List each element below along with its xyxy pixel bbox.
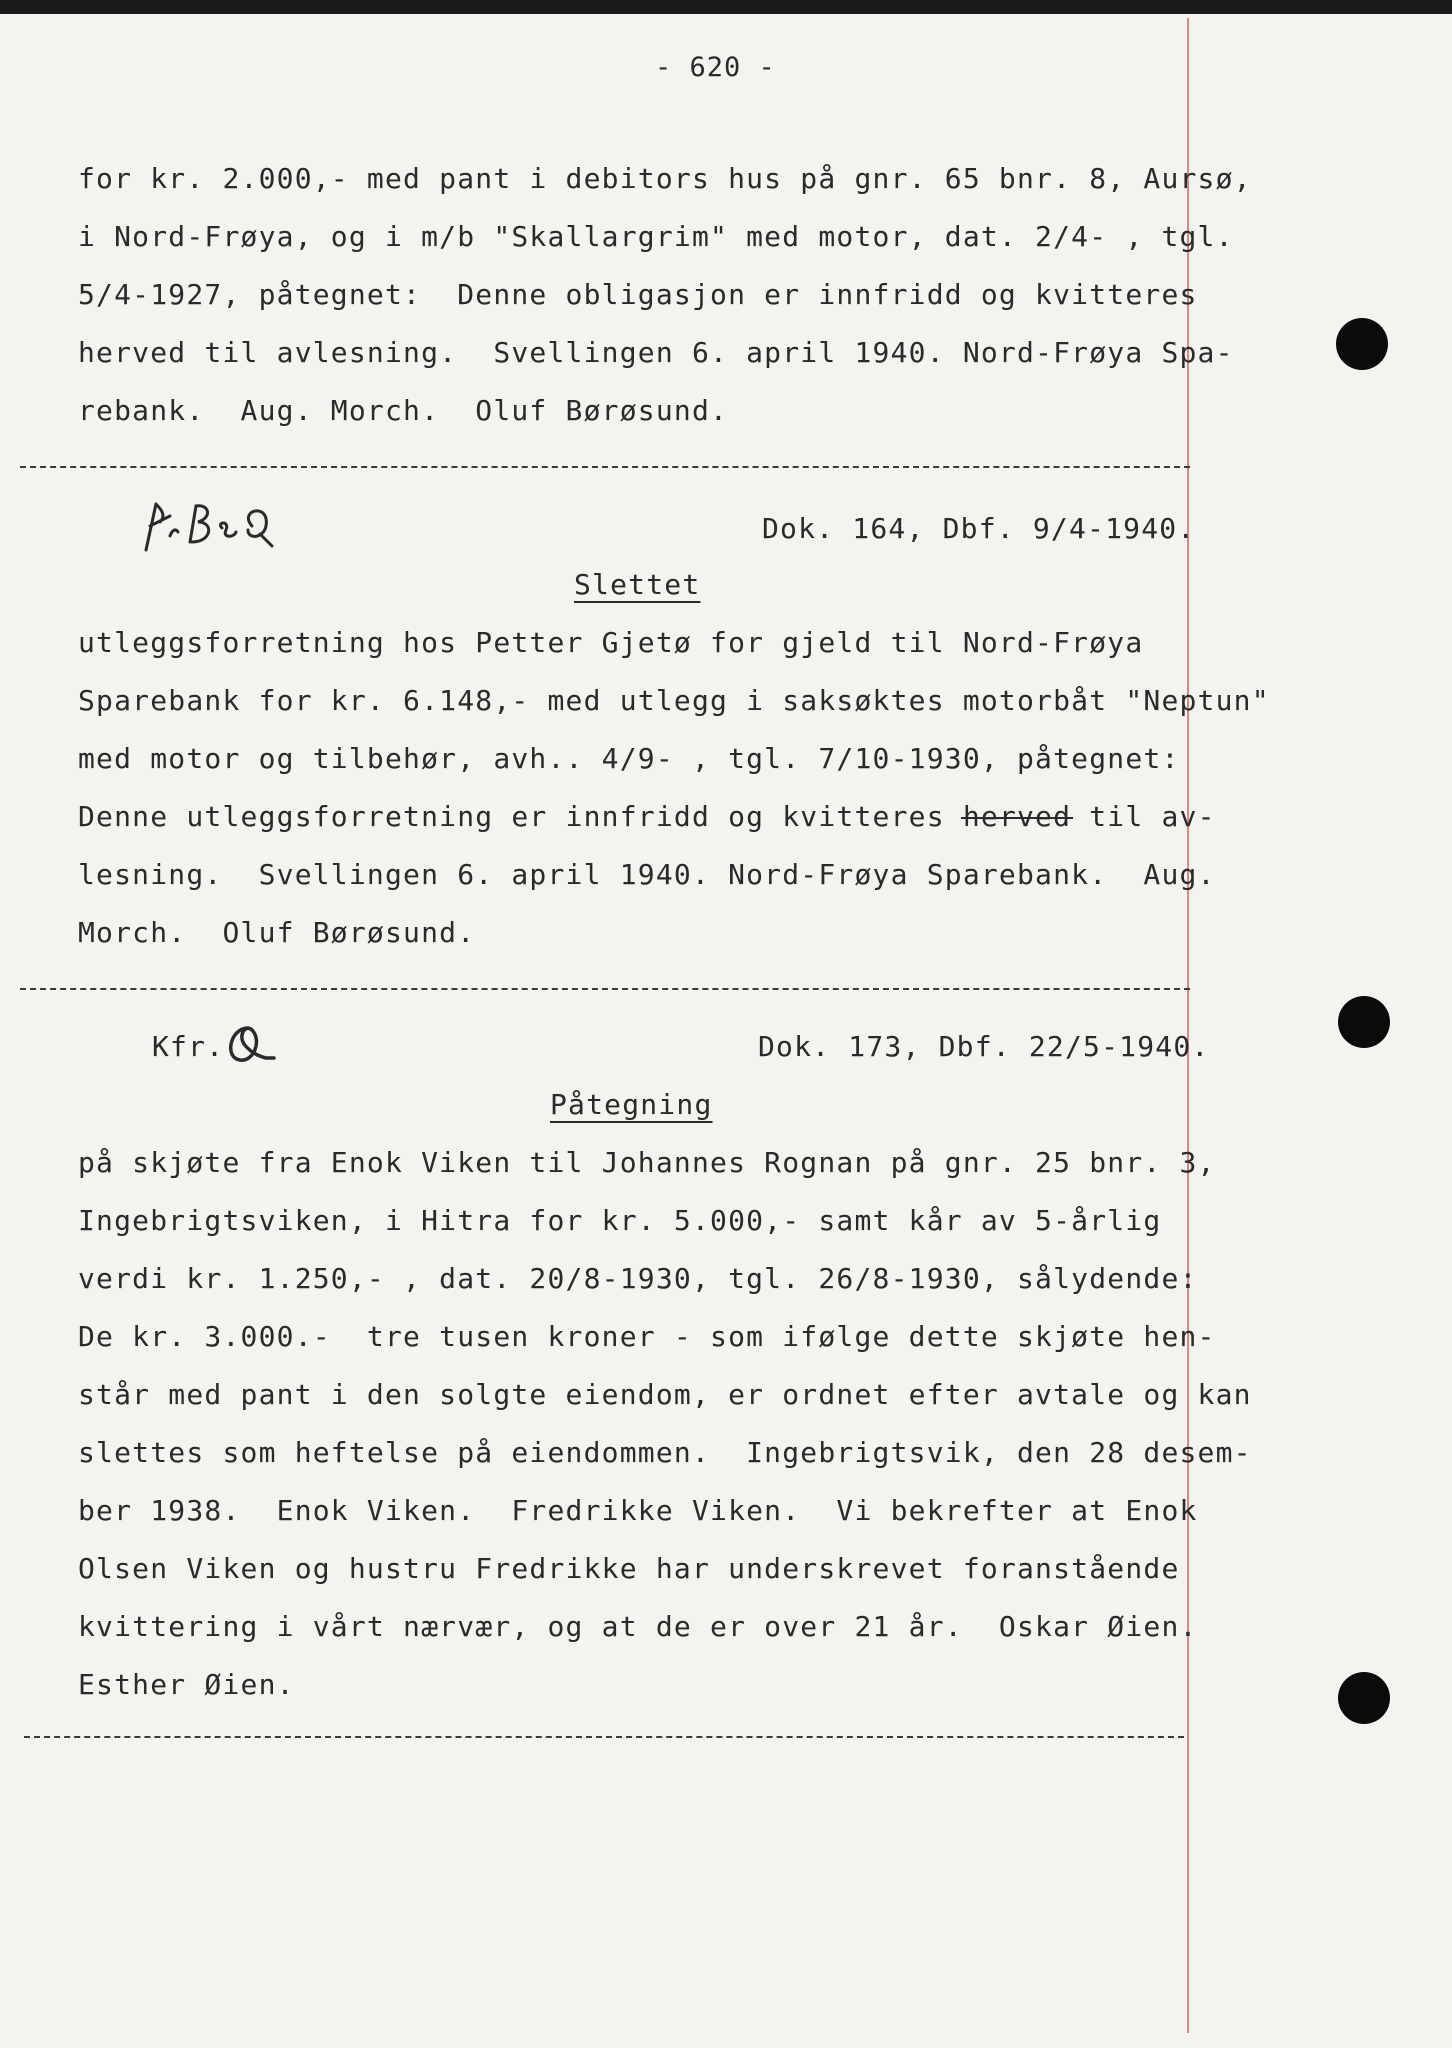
entry-1-line: i Nord-Frøya, og i m/b "Skallargrim" med motor, dat. 2/4- , tgl. [78, 220, 1234, 253]
struck-word: herved [962, 800, 1072, 833]
line-text: Denne utleggsforretning er innfridd og kvitteres [78, 800, 963, 833]
entry-1-line: for kr. 2.000,- med pant i debitors hus på gnr. 65 bnr. 8, Aursø, [78, 162, 1252, 195]
entry-2-line: Morch. Oluf Børøsund. [78, 916, 476, 949]
entry-3-line: kvittering i vårt nærvær, og at de er over 21 år. Oskar Øien. [78, 1610, 1198, 1643]
entry-3-line: Esther Øien. [78, 1668, 295, 1701]
entry-2-line [78, 800, 1216, 833]
entry-3-line: De kr. 3.000.- tre tusen kroner - som ifølge dette skjøte hen- [78, 1320, 1216, 1353]
scan-top-edge [0, 0, 1452, 14]
entry-1-line: herved til avlesning. Svellingen 6. april 1940. Nord-Frøya Spa- [78, 336, 1234, 369]
margin-note-label: Kfr. [152, 1030, 225, 1063]
punch-hole [1336, 318, 1388, 370]
entry-heading: Slettet [574, 568, 701, 601]
document-reference: Dok. 173, Dbf. 22/5-1940. [758, 1030, 1210, 1063]
entry-3-line: verdi kr. 1.250,- , dat. 20/8-1930, tgl. 26/8-1930, sålydende: [78, 1262, 1198, 1295]
entry-3-line: står med pant i den solgte eiendom, er ordnet efter avtale og kan [78, 1378, 1252, 1411]
entry-2-line: med motor og tilbehør, avh.. 4/9- , tgl. 7/10-1930, påtegnet: [78, 742, 1180, 775]
dashed-separator [20, 466, 1190, 468]
dashed-separator [20, 988, 1190, 990]
punch-hole [1338, 996, 1390, 1048]
document-reference: Dok. 164, Dbf. 9/4-1940. [762, 512, 1196, 545]
entry-3-line: Olsen Viken og hustru Fredrikke har underskrevet foranstående [78, 1552, 1180, 1585]
line-text: til av- [1071, 800, 1216, 833]
punch-hole [1338, 1672, 1390, 1724]
entry-heading: Påtegning [550, 1088, 713, 1121]
entry-1-line: rebank. Aug. Morch. Oluf Børøsund. [78, 394, 729, 427]
page-number: - 620 - [655, 52, 776, 83]
entry-3-line: slettes som heftelse på eiendommen. Ingebrigtsvik, den 28 desem- [78, 1436, 1252, 1469]
handwritten-initial [218, 1020, 278, 1068]
entry-2-line: Sparebank for kr. 6.148,- med utlegg i saksøktes motorbåt "Neptun" [78, 684, 1270, 717]
entry-3-line: på skjøte fra Enok Viken til Johannes Rognan på gnr. 25 bnr. 3, [78, 1146, 1216, 1179]
entry-1-line: 5/4-1927, påtegnet: Denne obligasjon er innfridd og kvitteres [78, 278, 1198, 311]
entry-3-line: Ingebrigtsviken, i Hitra for kr. 5.000,- samt kår av 5-årlig [78, 1204, 1162, 1237]
dashed-separator [24, 1736, 1184, 1738]
handwritten-margin-note [140, 492, 280, 562]
entry-3-line: ber 1938. Enok Viken. Fredrikke Viken. Vi bekrefter at Enok [78, 1494, 1198, 1527]
red-margin-line [1187, 18, 1189, 2033]
entry-2-line: lesning. Svellingen 6. april 1940. Nord-Frøya Sparebank. Aug. [78, 858, 1216, 891]
entry-2-line: utleggsforretning hos Petter Gjetø for gjeld til Nord-Frøya [78, 626, 1144, 659]
